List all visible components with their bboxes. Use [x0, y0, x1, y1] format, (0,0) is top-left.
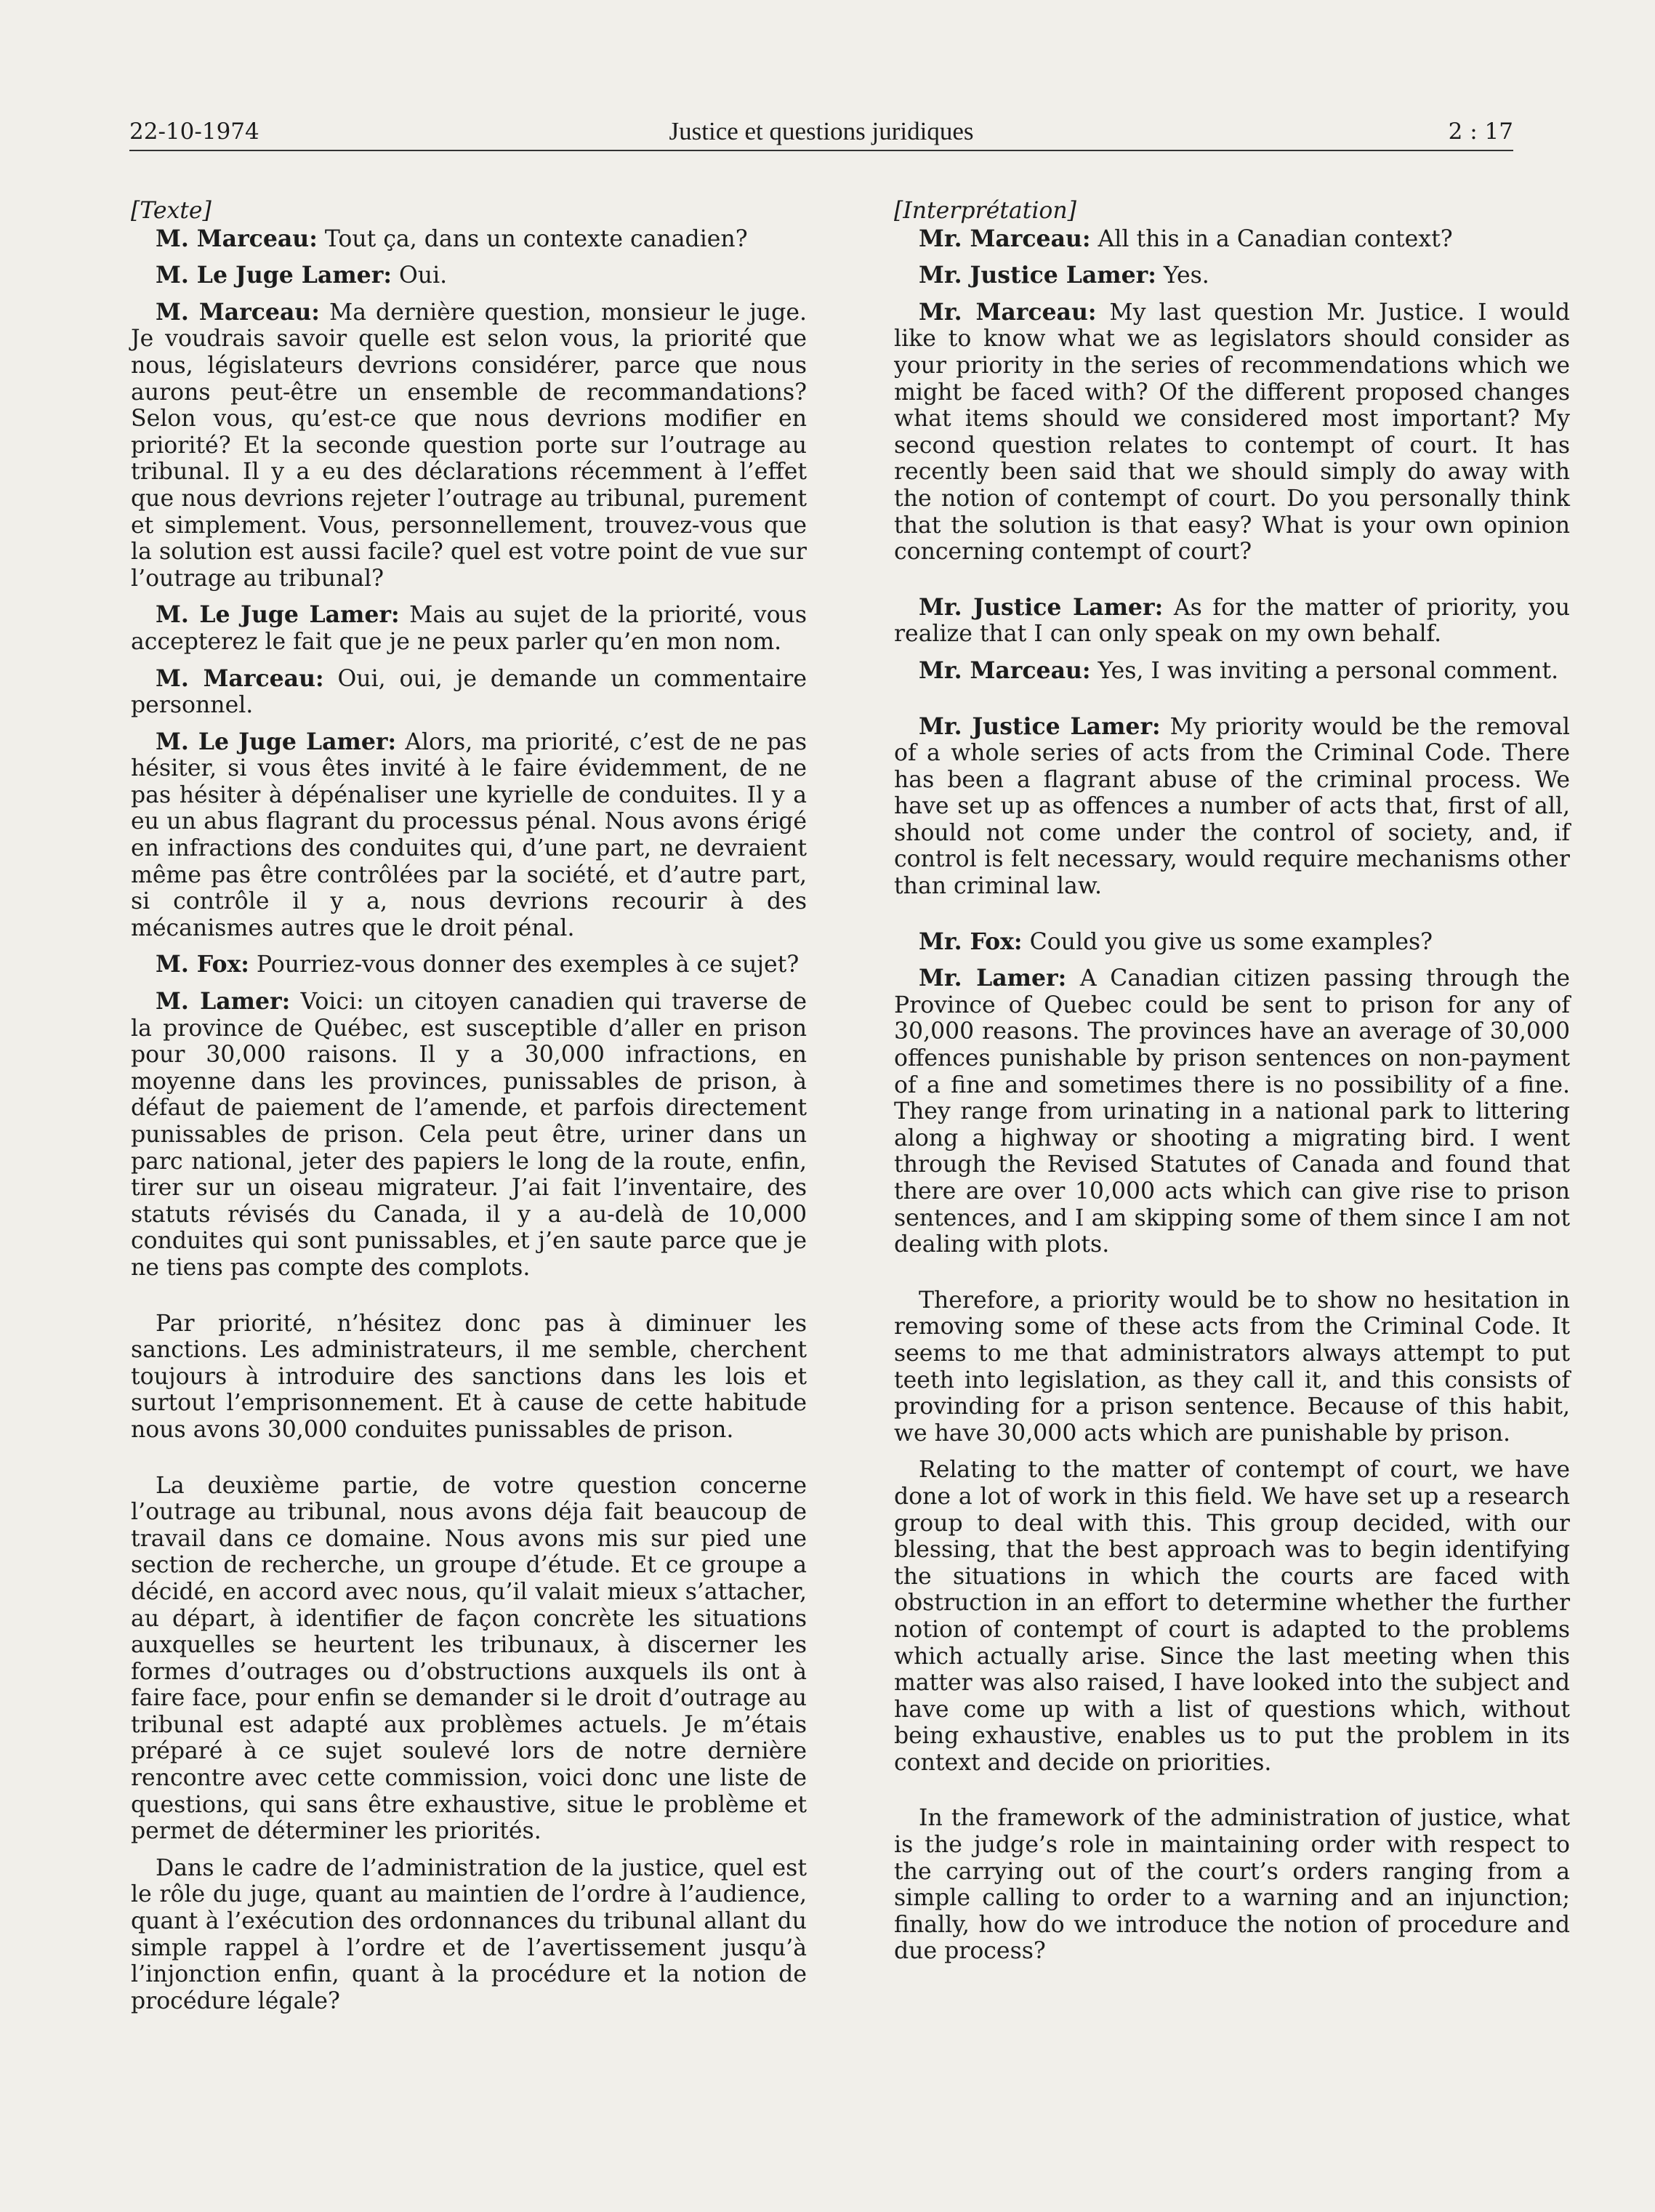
paragraph [894, 595, 1570, 648]
speaker: M. Marceau: [156, 225, 318, 252]
speech: Oui, oui, je demande un commentaire personnel. [131, 665, 808, 719]
paragraph [894, 714, 1570, 900]
speech: Alors, ma priorité, c’est de ne pas hésiter, si vous êtes invité à le faire évidemment, de ne pas hésiter à dépénaliser une kyrielle de conduites. Il y a eu un abus flagrant du processus pénal. Nous avons érigé en infractions des conduites qui, d’une part, ne devraient même pas être contrôlées par la société, et d’autre part, si contrôle il y a, nous devrions recourir à des mécanismes autres que le droit pénal. [131, 728, 808, 941]
paragraph: Therefore, a priority would be to show no hesitation in removing some of these acts from the Criminal Code. It seems to me that administrators always attempt to put teeth into legislation, as they call it, and this consists of provinding for a prison sentence. Because of this habit, we have 30,000 acts which are punishable by prison. [894, 1287, 1570, 1447]
speech: Pourriez-vous donner des exemples à ce sujet? [249, 952, 800, 978]
speaker: M. Le Juge Lamer: [156, 262, 392, 289]
speech: Yes. [1156, 262, 1209, 289]
column-label: [Texte] [131, 198, 212, 224]
header-page-number: 2 : 17 [1448, 118, 1513, 145]
speaker: Mr. Lamer: [919, 965, 1067, 992]
speech: Voici: un citoyen canadien qui traverse de la province de Québec, est susceptible d’aller en prison pour 30,000 raisons. Il y a 30,000 infractions, en moyenne dans les provinces, punissables de prison, à défaut de paiement de l’amende, et parfois directement punissables de prison. Cela peut être, uriner dans un parc national, jeter des papiers le long de la route, enfin, tirer sur un oiseau migrateur. J’ai fait l’inventaire, des statuts révisés du Canada, il y a au-delà de 10,000 conduites qui sont punissables, et j’en saute parce que je ne tiens pas compte des complots. [131, 989, 807, 1281]
speech: Oui. [391, 262, 448, 289]
speech: My last question Mr. Justice. I would like to know what we as legislators should consider as your priority in the series of recommendations which we might be faced with? Of the different proposed changes what items should we considered most important? My second question relates to contempt of court. It has recently been said that we should simply do away with the notion of contempt of court. Do you personally think that the solution is that easy? What is your own opinion concerning contempt of court? [894, 299, 1570, 566]
column-label: [Interprétation] [894, 198, 1076, 224]
paragraph: La deuxième partie, de votre question concerne l’outrage au tribunal, nous avons déja fait beaucoup de travail dans ce domaine. Nous avons mis sur pied une section de recherche, un groupe d’étude. Et ce groupe a décidé, en accord avec nous, qu’il valait mieux s’attacher, au départ, à identifier de façon concrète les situations auxquelles se heurtent les tribunaux, à discerner les formes d’outrages ou d’obstructions auxquels ils ont à faire face, pour enfin se demander si le droit d’outrage au tribunal est adapté aux problèmes actuels. Je m’étais préparé à ce sujet soulevé lors de notre dernière rencontre avec cette commission, voici donc une liste de questions, qui sans être exhaustive, situe le problème et permet de déterminer les priorités. [131, 1472, 807, 1845]
paragraph [894, 262, 1570, 289]
speech: Tout ça, dans un contexte canadien? [317, 225, 748, 252]
speech: As for the matter of priority, you realize that I can only speak on my own behalf. [894, 594, 1570, 648]
paragraph: Relating to the matter of contempt of court, we have done a lot of work in this field. We have set up a research group to deal with this. This group decided, with our blessing, that the best approach was to begin identifying the situations in which the courts are faced with obstruction in an effort to determine whether the further notion of contempt of court is adapted to the problems which actually arise. Since the last meeting when this matter was also raised, I have looked into the subject and have come up with a list of questions which, without being exhaustive, enables us to put the problem in its context and decide on priorities. [894, 1457, 1570, 1776]
paragraph: Dans le cadre de l’administration de la justice, quel est le rôle du juge, quant au maintien de l’ordre à l’audience, quant à l’exécution des ordonnances du tribunal allant du simple rappel à l’ordre et de l’avertissement jusqu’à l’injonction enfin, quant à la procédure et la notion de procédure légale? [131, 1854, 807, 2014]
speaker: Mr. Justice Lamer: [919, 712, 1161, 740]
speaker: M. Le Juge Lamer: [156, 601, 400, 629]
speaker: M. Marceau: [156, 664, 324, 692]
speech: All this in a Canadian context? [1090, 225, 1453, 252]
speaker: Mr. Fox: [919, 928, 1023, 955]
left-column-french [131, 198, 807, 2024]
speaker: Mr. Marceau: [919, 225, 1091, 252]
header-date: 22-10-1974 [129, 118, 259, 145]
paragraph [131, 666, 807, 719]
paragraph: In the framework of the administration of justice, what is the judge’s role in maintaining order with respect to the carrying out of the court’s orders ranging from a simple calling to order to a warning and an injunction; finally, how do we introduce the notion of procedure and due process? [894, 1805, 1570, 1965]
speaker: M. Le Juge Lamer: [156, 728, 397, 755]
speech: A Canadian citizen passing through the Province of Quebec could be sent to prison for any of 30,000 reasons. The provinces have an average of 30,000 offences punishable by prison sentences on non-payment of a fine and sometimes there is no possibility of a fine. They range from urinating in a national park to littering along a highway or shooting a migrating bird. I went through the Revised Statutes of Canada and found that there are over 10,000 acts which can give rise to prison sentences, and I am skipping some of them since I am not dealing with plots. [894, 965, 1570, 1258]
header-rule [129, 150, 1513, 151]
speech: My priority would be the removal of a whole series of acts from the Criminal Code. There has been a flagrant abuse of the criminal process. We have set up as offences a number of acts that, first of all, should not come under the control of society, and, if control is felt necessary, would require mechanisms other than criminal law. [894, 713, 1571, 900]
paragraph [131, 226, 807, 253]
page-header [129, 113, 1513, 150]
paragraph: Par priorité, n’hésitez donc pas à diminuer les sanctions. Les administrateurs, il me semble, cherchent toujours à introduire des sanctions dans les lois et surtout l’emprisonnement. Et à cause de cette habitude nous avons 30,000 conduites punissables de prison. [131, 1310, 807, 1443]
paragraph [894, 226, 1570, 253]
speaker: Mr. Justice Lamer: [919, 262, 1156, 289]
header-title: Justice et questions juridiques [669, 117, 974, 145]
paragraph [131, 602, 807, 655]
speaker: Mr. Marceau: [919, 298, 1097, 326]
paragraph [894, 658, 1570, 685]
paragraph [894, 929, 1570, 956]
speaker: M. Marceau: [156, 298, 320, 326]
paragraph [894, 299, 1570, 566]
paragraph [131, 989, 807, 1282]
speech: Ma dernière question, monsieur le juge. Je voudrais savoir quelle est selon vous, la priorité que nous, législateurs devrions considérer, parce que nous aurons peut-être un ensemble de recommandations? Selon vous, qu’est-ce que nous devrions modifier en priorité? Et la seconde question porte sur l’outrage au tribunal. Il y a eu des déclarations récemment à l’effet que nous devrions rejeter l’outrage au tribunal, purement et simplement. Vous, personnellement, trouvez-vous que la solution est aussi facile? quel est votre point de vue sur l’outrage au tribunal? [131, 299, 808, 592]
speaker: M. Fox: [156, 951, 249, 978]
speaker: M. Lamer: [156, 988, 291, 1015]
paragraph [131, 299, 807, 592]
speaker: Mr. Marceau: [919, 656, 1091, 684]
paragraph [894, 965, 1570, 1258]
speech: Mais au sujet de la priorité, vous accepterez le fait que je ne peux parler qu’en mon nom. [131, 602, 808, 655]
paragraph [131, 262, 807, 289]
speaker: Mr. Justice Lamer: [919, 593, 1164, 621]
speech: Could you give us some examples? [1022, 928, 1433, 955]
speech: Yes, I was inviting a personal comment. [1090, 657, 1559, 684]
paragraph [131, 952, 807, 978]
paragraph [131, 729, 807, 942]
right-column-english [894, 198, 1570, 1975]
